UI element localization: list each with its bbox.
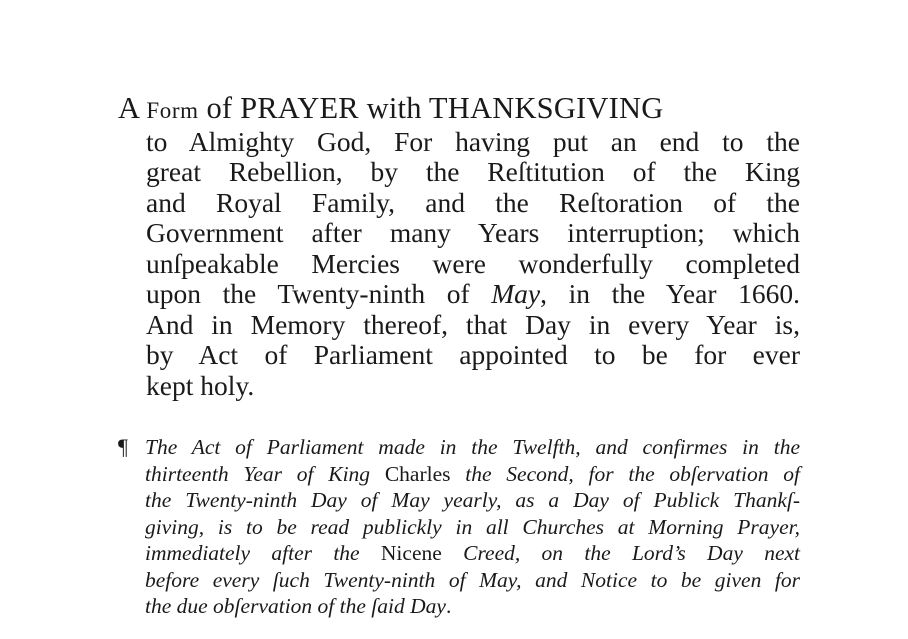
rubric-segment: before every ſuch Twenty-ninth of May, and Notice to be given for [145, 567, 800, 592]
description-line: kept holy. [146, 369, 255, 401]
rubric-note [118, 434, 800, 620]
rubric-line [145, 434, 800, 461]
description-line [146, 279, 800, 310]
rubric-segment: the Twenty-ninth Day of May yearly, as a Day of Publick Thankſ- [145, 488, 800, 512]
rubric-segment: Creed, on the Lord’s Day next [441, 541, 800, 565]
rubric-segment-roman: Charles [384, 461, 451, 486]
description-segment-italic: May [491, 278, 541, 309]
description-segment: upon the Twenty-ninth of [146, 278, 492, 309]
rubric-line [145, 567, 800, 594]
rubric-segment-roman: Nicene [380, 541, 442, 565]
description-line: and Royal Family, and the Reſtoration of the [146, 186, 800, 218]
title-part-rest: of PRAYER with THANKSGIVING [198, 91, 664, 125]
description-line: Government after many Years interruption; which [146, 217, 800, 248]
rubric-line [145, 487, 800, 514]
service-description [146, 127, 800, 402]
rubric-segment: thirteenth Year of King [145, 461, 385, 486]
description-line: unſpeakable Mercies were wonderfully completed [146, 247, 800, 279]
rubric-segment: the due obſervation of the ſaid Day [145, 594, 446, 618]
rubric-text [145, 434, 800, 620]
title-part-a: A [118, 91, 147, 125]
rubric-line [145, 461, 800, 488]
rubric-segment-roman: . [445, 594, 452, 618]
title-part-form: Form [146, 98, 199, 123]
description-line: And in Memory thereof, that Day in every Year is, [146, 308, 800, 340]
rubric-line [145, 593, 800, 620]
description-line: by Act of Parliament appointed to be for ever [146, 339, 800, 370]
description-line: great Rebellion, by the Reſtitution of the King [146, 156, 800, 187]
rubric-line [145, 514, 800, 541]
rubric-segment: immediately after the [145, 541, 381, 565]
rubric-segment: giving, is to be read publickly in all Churches at Morning Prayer, [145, 514, 800, 539]
description-line: to Almighty God, For having put an end to the [146, 125, 800, 157]
description-segment: , in the Year 1660. [540, 278, 800, 309]
rubric-segment: the Second, for the obſervation of [450, 461, 801, 486]
service-title [118, 93, 800, 127]
rubric-segment: The Act of Parliament made in the Twelfth, and confirmes in the [145, 435, 800, 459]
service-heading [118, 93, 800, 401]
rubric-line [145, 540, 800, 567]
pilcrow-icon: ¶ [118, 434, 128, 459]
